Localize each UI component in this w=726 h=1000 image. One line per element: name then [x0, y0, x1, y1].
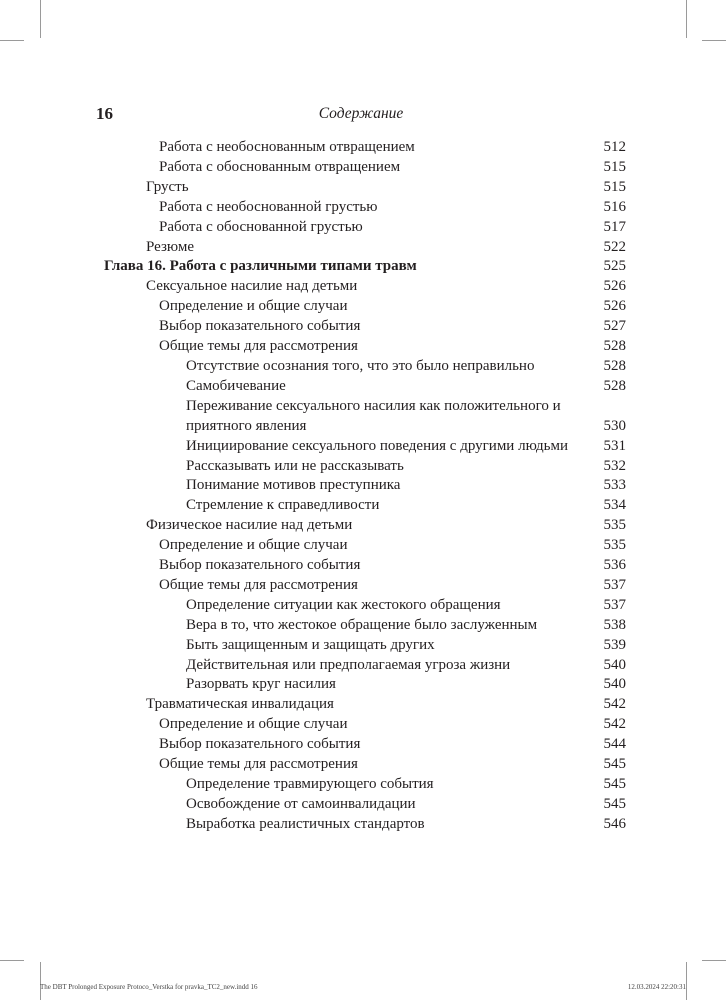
- toc-entry: [104, 198, 626, 218]
- toc-entry-page: 531: [603, 437, 626, 454]
- footer-timestamp: 12.03.2024 22:20:31: [627, 983, 686, 991]
- toc-entry-page: 527: [603, 318, 626, 335]
- toc-entry-title: Определение ситуации как жестокого обращения: [186, 596, 501, 613]
- crop-mark: [686, 0, 687, 38]
- toc-entry-title: Определение и общие случаи: [159, 716, 348, 733]
- toc-entry-title: Быть защищенным и защищать других: [186, 636, 435, 653]
- toc-entry-title: Общие темы для рассмотрения: [159, 338, 358, 355]
- toc-entry: [104, 596, 626, 616]
- crop-mark: [0, 40, 24, 41]
- toc-entry-title: Сексуальное насилие над детьми: [146, 278, 358, 295]
- toc-entry-title: Травматическая инвалидация: [146, 696, 334, 713]
- toc-entry-title: Общие темы для рассмотрения: [159, 756, 358, 773]
- toc-entry-page: 533: [603, 477, 626, 494]
- toc-entry-title: Стремление к справедливости: [186, 497, 380, 514]
- toc-entry: [104, 536, 626, 556]
- crop-mark: [40, 962, 41, 1000]
- toc-entry: [104, 158, 626, 178]
- crop-mark: [702, 960, 726, 961]
- toc-entry: [104, 775, 626, 795]
- toc-entry-title: Грусть: [146, 178, 189, 195]
- toc-entry: [104, 496, 626, 516]
- toc-entry-title: Разорвать круг насилия: [186, 676, 336, 693]
- toc-entry: [104, 616, 626, 636]
- toc-entry-title: Выбор показательного события: [159, 736, 361, 753]
- toc-entry-page: 537: [603, 576, 626, 593]
- toc-entry: [104, 178, 626, 198]
- toc-entry-title: Отсутствие осознания того, что это было неправильно: [186, 357, 535, 374]
- toc-entry-page: 526: [603, 298, 626, 315]
- toc-entry-page: 512: [603, 139, 626, 155]
- toc-entry-page: 544: [603, 736, 626, 753]
- toc-entry-title: Определение и общие случаи: [159, 537, 348, 554]
- toc-entry: [104, 377, 626, 397]
- crop-mark: [0, 960, 24, 961]
- toc-entry-page: 532: [603, 457, 626, 474]
- toc-entry: [104, 257, 626, 277]
- toc-entry-title: Резюме: [146, 238, 195, 255]
- toc-entry: [104, 357, 626, 377]
- toc-entry-page: 516: [603, 198, 626, 215]
- toc-entry-title: Работа с необоснованной грустью: [159, 198, 378, 215]
- toc-entry-title: Выбор показательного события: [159, 557, 361, 574]
- toc-entry: [104, 457, 626, 477]
- toc-entry-page: 528: [603, 377, 626, 394]
- toc-entry: [104, 636, 626, 656]
- toc-entry-page: 528: [603, 338, 626, 355]
- toc-entry: [104, 656, 626, 676]
- toc-entry-title: Действительная или предполагаемая угроза жизни: [186, 656, 511, 673]
- toc-entry-page: 522: [603, 238, 626, 255]
- running-title: Содержание: [318, 105, 404, 122]
- toc-entry-title: Определение и общие случаи: [159, 298, 348, 315]
- table-of-contents: [104, 138, 626, 835]
- toc-entry-page: 536: [603, 557, 626, 574]
- footer-filename: The DBT Prolonged Exposure Protoco_Verstka for pravka_TC2_new.indd 16: [40, 983, 258, 991]
- toc-entry-title: Физическое насилие над детьми: [146, 517, 353, 534]
- toc-entry-page: 535: [603, 537, 626, 554]
- crop-mark: [702, 40, 726, 41]
- toc-entry: [104, 576, 626, 596]
- toc-entry: [104, 337, 626, 357]
- page-number: 16: [96, 104, 113, 123]
- toc-entry: [104, 277, 626, 297]
- toc-entry-title: Переживание сексуального насилия как положительного и приятного явления: [186, 397, 561, 434]
- toc-entry: [104, 297, 626, 317]
- toc-entry-page: 542: [603, 716, 626, 733]
- toc-entry-page: 545: [603, 776, 626, 792]
- toc-entry-page: 515: [603, 178, 626, 195]
- toc-entry-page: 526: [603, 278, 626, 295]
- toc-entry: [104, 556, 626, 576]
- toc-entry-page: 540: [603, 656, 626, 673]
- toc-entry: [104, 516, 626, 536]
- toc-entry: [104, 815, 626, 835]
- toc-entry: [104, 695, 626, 715]
- toc-entry-page: 542: [603, 696, 626, 713]
- toc-entry: [104, 715, 626, 735]
- toc-entry-title: Работа с обоснованным отвращением: [159, 158, 401, 175]
- toc-entry-title: Освобождение от самоинвалидации: [186, 795, 416, 812]
- toc-entry-title: Работа с необоснованным отвращением: [159, 139, 415, 155]
- toc-entry-page: 528: [603, 357, 626, 374]
- toc-entry: [104, 735, 626, 755]
- toc-entry-title: Рассказывать или не рассказывать: [186, 457, 404, 474]
- toc-entry-page: 530: [603, 417, 626, 434]
- toc-entry-title: Самобичевание: [186, 377, 286, 394]
- crop-mark: [686, 962, 687, 1000]
- toc-entry: [104, 795, 626, 815]
- toc-entry: [104, 138, 626, 158]
- toc-entry-title: Выработка реалистичных стандартов: [186, 815, 425, 832]
- toc-entry-title: Вера в то, что жестокое обращение было заслуженным: [186, 616, 538, 633]
- toc-entry-page: 535: [603, 517, 626, 534]
- toc-entry: [104, 218, 626, 238]
- crop-mark: [40, 0, 41, 38]
- toc-entry: [104, 238, 626, 258]
- toc-entry: [104, 675, 626, 695]
- toc-entry-page: 545: [603, 795, 626, 812]
- toc-entry-title: Работа с обоснованной грустью: [159, 218, 363, 235]
- toc-entry: [104, 317, 626, 337]
- toc-entry-title: Общие темы для рассмотрения: [159, 576, 358, 593]
- toc-entry-page: 534: [603, 497, 626, 514]
- toc-entry: [104, 476, 626, 496]
- toc-entry-page: 545: [603, 756, 626, 773]
- toc-entry-title: Определение травмирующего события: [186, 776, 434, 792]
- toc-entry-page: 525: [603, 258, 626, 275]
- toc-entry-page: 546: [603, 815, 626, 832]
- toc-entry: [104, 755, 626, 775]
- page-header: [96, 104, 626, 128]
- toc-entry-title: Понимание мотивов преступника: [186, 477, 401, 494]
- toc-entry-title: Инициирование сексуального поведения с другими людьми: [186, 437, 569, 454]
- toc-entry: [104, 397, 626, 437]
- toc-entry-page: 537: [603, 596, 626, 613]
- toc-entry-page: 540: [603, 676, 626, 693]
- toc-entry-page: 515: [603, 158, 626, 175]
- toc-entry-title: Выбор показательного события: [159, 318, 361, 335]
- toc-entry-page: 517: [603, 218, 626, 235]
- toc-entry-page: 538: [603, 616, 626, 633]
- toc-entry: [104, 437, 626, 457]
- toc-entry-page: 539: [603, 636, 626, 653]
- toc-entry-title: Глава 16. Работа с различными типами травм: [104, 258, 417, 275]
